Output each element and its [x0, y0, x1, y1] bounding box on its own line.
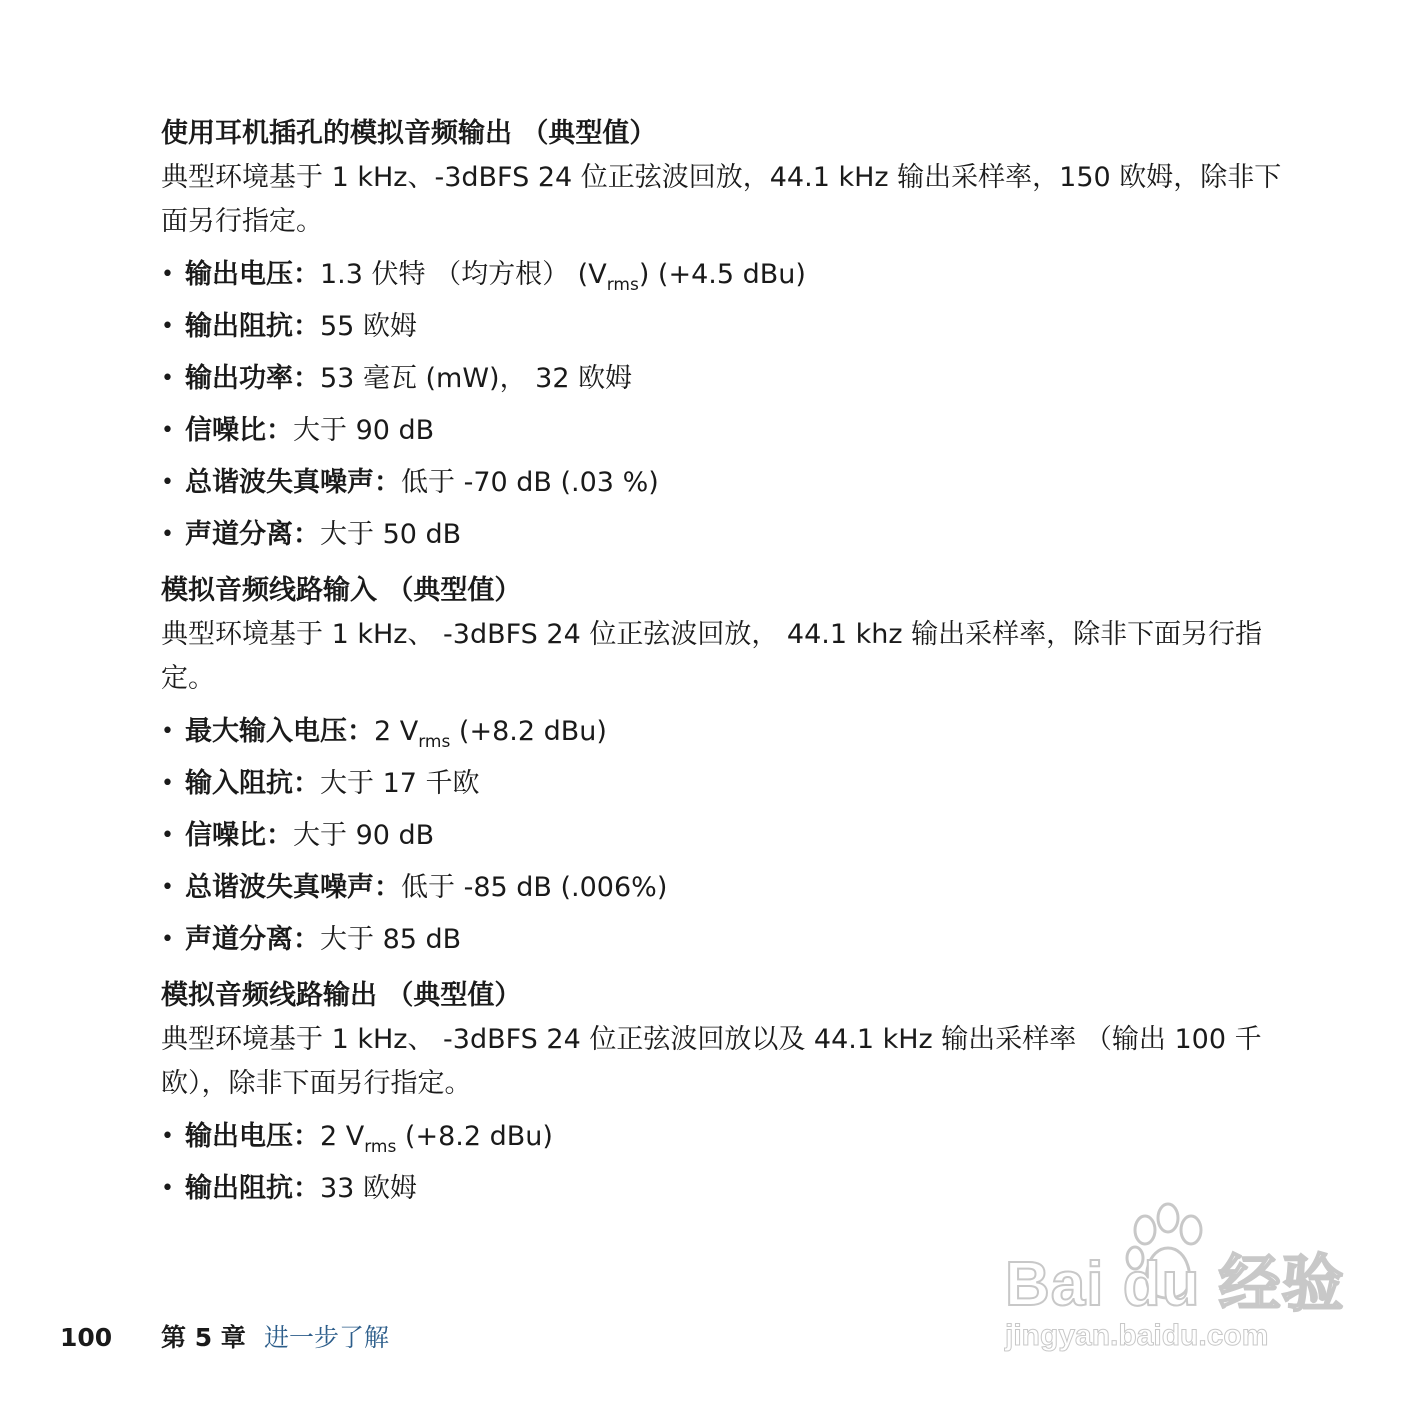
- list-item: [161, 1111, 1301, 1163]
- spec-label: 声道分离：: [185, 519, 320, 550]
- spec-label: 总谐波失真噪声：: [185, 872, 401, 903]
- spec-value: 55 欧姆: [320, 311, 417, 342]
- section-title: 使用耳机插孔的模拟音频输出 （典型值）: [161, 118, 657, 149]
- page-number: 100: [60, 1323, 113, 1352]
- watermark-brand: Bai du 经验: [1005, 1250, 1345, 1319]
- list-item: [161, 249, 1301, 301]
- spec-label: 输出阻抗：: [185, 311, 320, 342]
- list-item: [161, 810, 1301, 862]
- spec-label: 信噪比：: [185, 820, 293, 851]
- spec-value-suffix: (+8.2 dBu): [396, 1121, 553, 1152]
- spec-subscript: rms: [364, 1137, 397, 1157]
- spec-value: 大于 90 dB: [293, 415, 435, 446]
- spec-list: [161, 249, 1301, 561]
- watermark-url: jingyan.baidu.com: [1005, 1319, 1269, 1352]
- spec-label: 输出电压：: [185, 259, 320, 290]
- section-line-output: [161, 974, 1301, 1215]
- document-body: [161, 112, 1301, 1215]
- spec-value: 低于 -70 dB (.03 %): [401, 467, 659, 498]
- section-line-input: [161, 569, 1301, 966]
- spec-value-suffix: (+8.2 dBu): [450, 716, 607, 747]
- spec-label: 输出功率：: [185, 363, 320, 394]
- spec-label: 总谐波失真噪声：: [185, 467, 401, 498]
- list-item: [161, 509, 1301, 561]
- spec-subscript: rms: [606, 275, 639, 295]
- list-item: [161, 758, 1301, 810]
- section-description: 典型环境基于 1 kHz、 -3dBFS 24 位正弦波回放以及 44.1 kHz 输出采样率 （输出 100 千欧），除非下面另行指定。: [161, 1024, 1262, 1099]
- spec-value: 低于 -85 dB (.006%): [401, 872, 668, 903]
- section-title: 模拟音频线路输出 （典型值）: [161, 980, 522, 1011]
- section-title: 模拟音频线路输入 （典型值）: [161, 575, 522, 606]
- section-headphone-output: [161, 112, 1301, 561]
- chapter-label: 第 5 章: [161, 1323, 246, 1352]
- spec-label: 输出阻抗：: [185, 1173, 320, 1204]
- spec-value: 大于 90 dB: [293, 820, 435, 851]
- page-footer: [0, 1318, 1416, 1358]
- list-item: [161, 862, 1301, 914]
- chapter-title-link[interactable]: 进一步了解: [264, 1323, 390, 1352]
- list-item: [161, 457, 1301, 509]
- spec-value: 2 V: [374, 716, 419, 747]
- list-item: [161, 405, 1301, 457]
- spec-subscript: rms: [418, 732, 451, 752]
- spec-label: 输出电压：: [185, 1121, 320, 1152]
- list-item: [161, 301, 1301, 353]
- spec-value: 大于 17 千欧: [320, 768, 480, 799]
- list-item: [161, 353, 1301, 405]
- section-description: 典型环境基于 1 kHz、-3dBFS 24 位正弦波回放，44.1 kHz 输出采样率，150 欧姆，除非下面另行指定。: [161, 162, 1282, 237]
- section-description: 典型环境基于 1 kHz、 -3dBFS 24 位正弦波回放， 44.1 khz 输出采样率，除非下面另行指定。: [161, 619, 1263, 694]
- spec-value: 大于 85 dB: [320, 924, 462, 955]
- spec-value: 大于 50 dB: [320, 519, 462, 550]
- spec-label: 信噪比：: [185, 415, 293, 446]
- spec-label: 声道分离：: [185, 924, 320, 955]
- spec-list: [161, 706, 1301, 966]
- spec-value: 1.3 伏特 （均方根） (V: [320, 259, 607, 290]
- list-item: [161, 914, 1301, 966]
- spec-value: 33 欧姆: [320, 1173, 417, 1204]
- spec-label: 最大输入电压：: [185, 716, 374, 747]
- spec-value: 2 V: [320, 1121, 365, 1152]
- spec-value-suffix: ) (+4.5 dBu): [638, 259, 806, 290]
- spec-label: 输入阻抗：: [185, 768, 320, 799]
- list-item: [161, 706, 1301, 758]
- spec-value: 53 毫瓦 (mW)， 32 欧姆: [320, 363, 633, 394]
